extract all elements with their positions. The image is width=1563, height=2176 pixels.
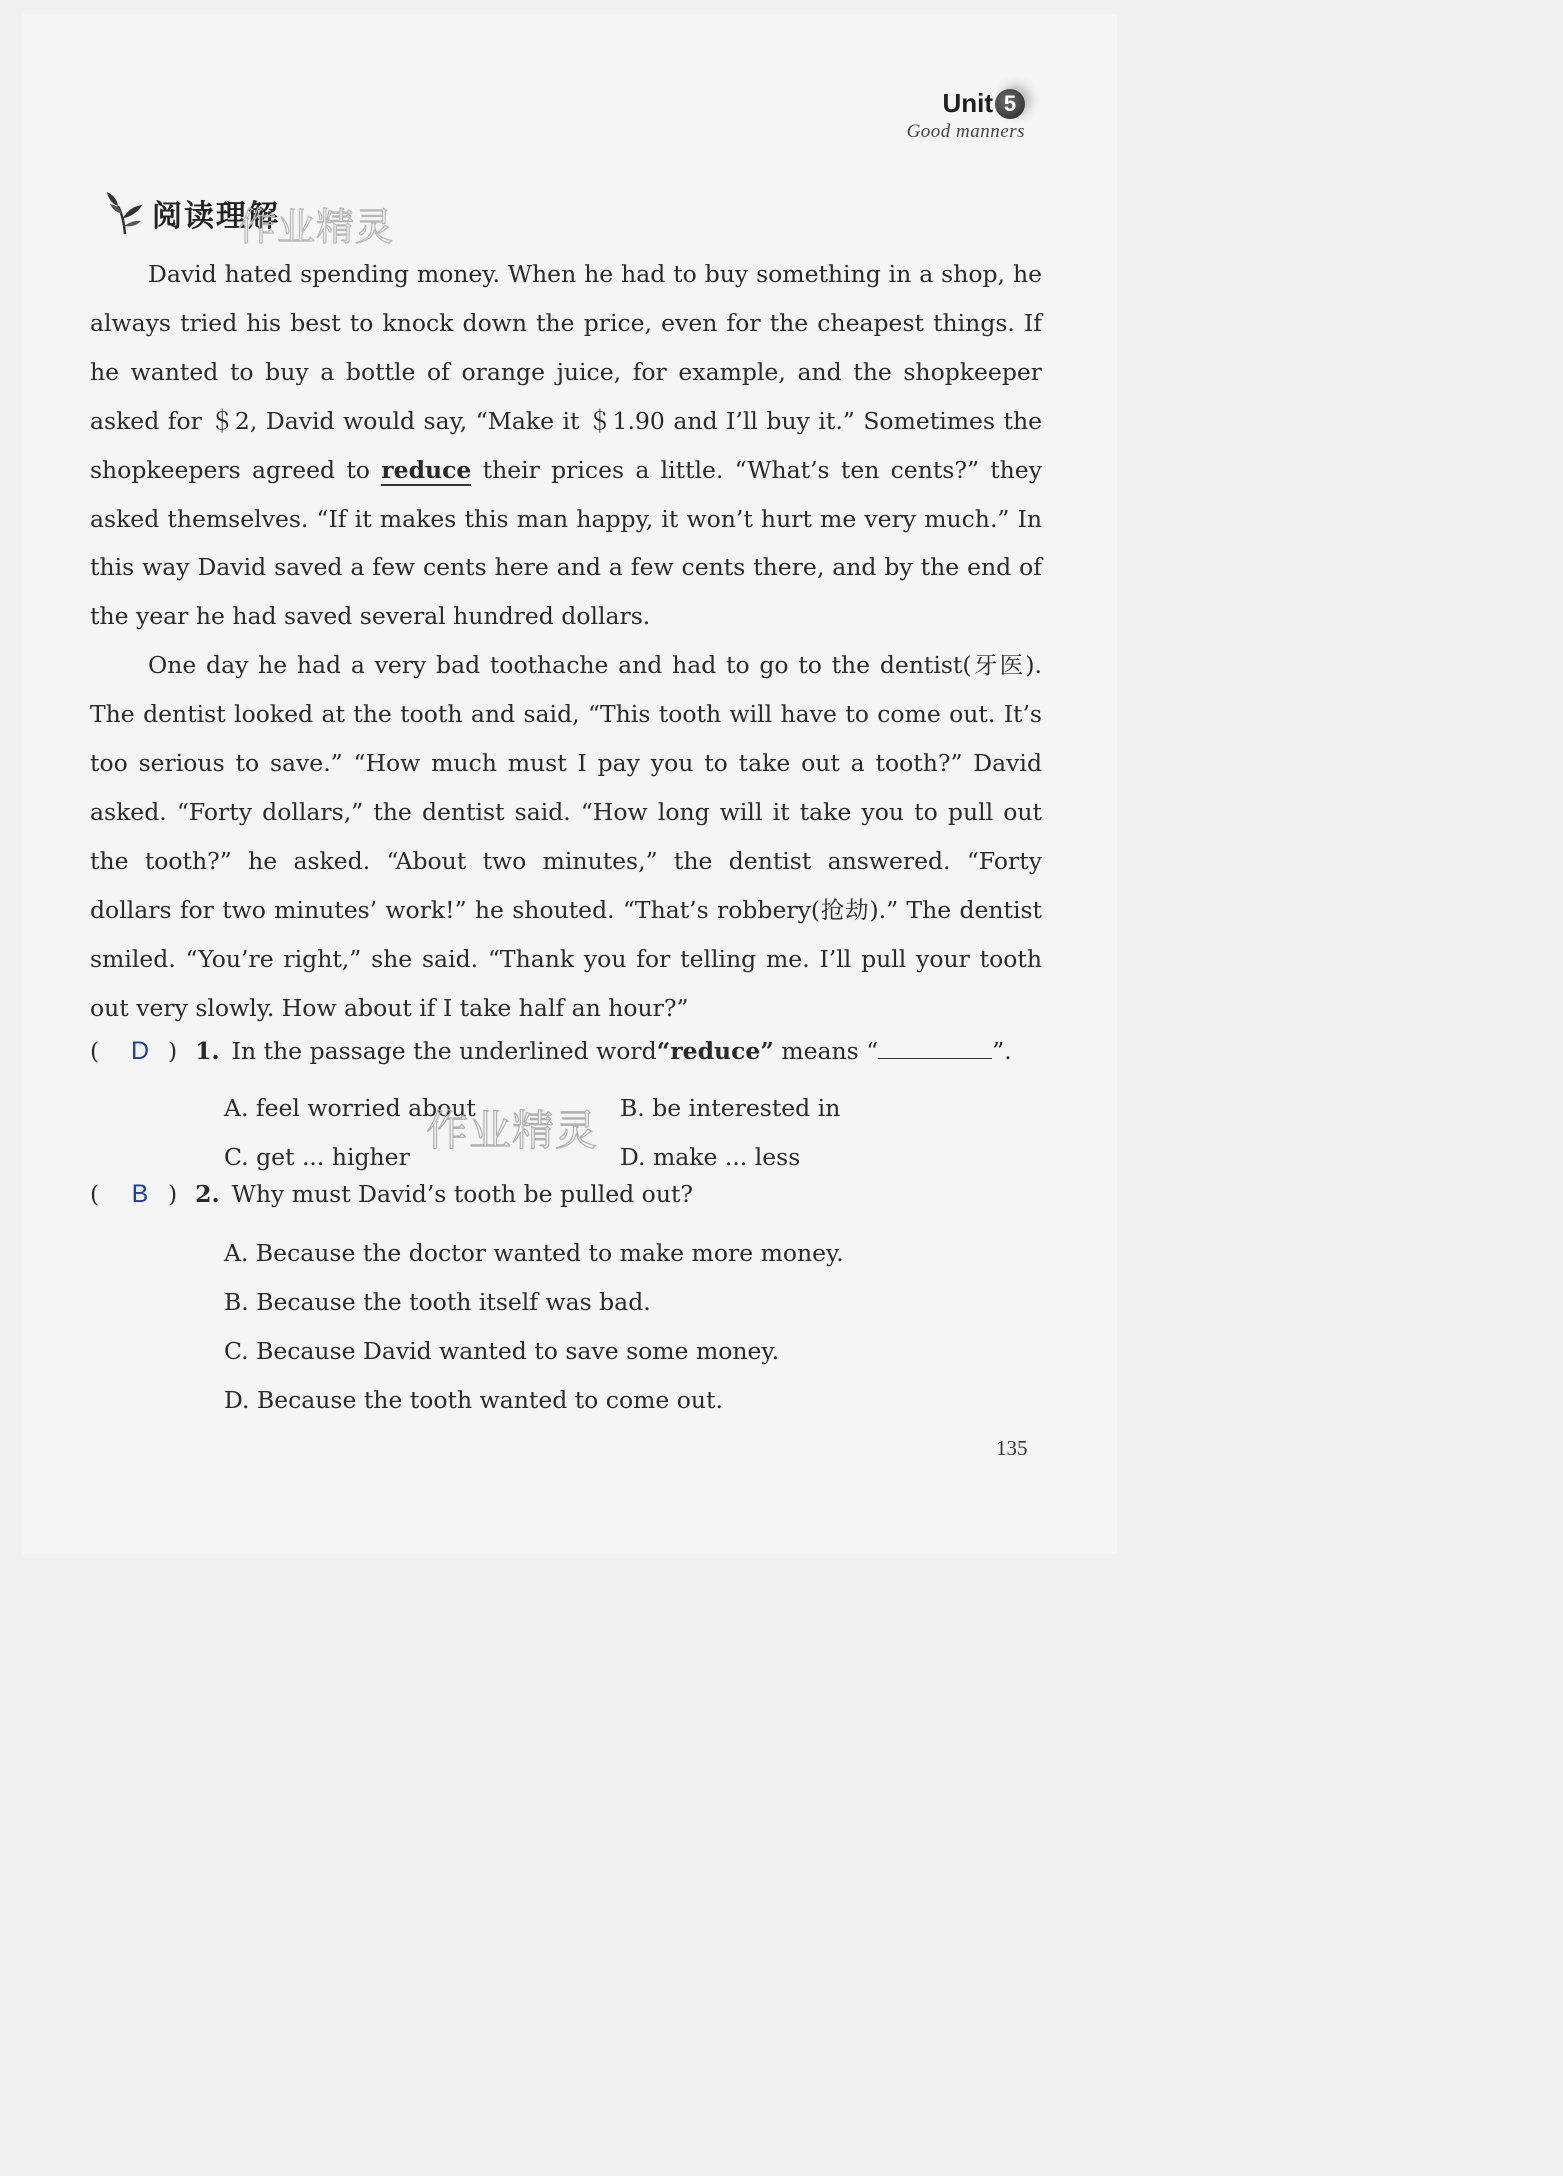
options-row (224, 1133, 1050, 1182)
unit-title (942, 88, 1025, 119)
question-text-end: ”. (992, 1037, 1012, 1065)
watermark-middle: 作业精灵 (426, 1106, 599, 1155)
plant-icon (104, 190, 146, 236)
option-a: A. Because the doctor wanted to make more money. (224, 1238, 844, 1267)
option-c: C. Because David wanted to save some money. (224, 1336, 780, 1365)
paren-close: ) (168, 1180, 178, 1208)
option-d: D. Because the tooth wanted to come out. (224, 1385, 723, 1414)
unit-subtitle: Good manners (906, 121, 1025, 142)
watermark-top: 作业精灵 (238, 205, 395, 249)
passage-paragraph-1 (90, 250, 1042, 641)
paren-close: ) (168, 1037, 178, 1065)
option-c: C. get ... higher (224, 1142, 410, 1171)
paren-open: ( (90, 1180, 100, 1208)
passage-paragraph-2: One day he had a very bad toothache and had to go to the dentist(牙医). The dentist looked at the tooth and said, “This tooth will have to come out. It’s too serious to save.” “How much must I pay you to take out a tooth?” David asked. “Forty dollars,” the dentist said. “How long will it take you to pull out the tooth?” he asked. “About two minutes,” the dentist answered. “Forty dollars for two minutes’ work!” he shouted. “That’s robbery(抢劫).” The dentist smiled. “You’re right,” she said. “Thank you for telling me. I’ll pull your tooth out very slowly. How about if I take half an hour?” (90, 651, 1042, 1022)
option-b: B. be interested in (620, 1094, 841, 1123)
question-number: 1. (195, 1037, 220, 1065)
page-number: 135 (996, 1436, 1028, 1460)
option-a: A. feel worried about (224, 1094, 476, 1123)
options-row (224, 1084, 1050, 1133)
answer-mark: B (131, 1180, 149, 1208)
underlined-word: reduce (381, 455, 472, 484)
unit-number-badge: 5 (995, 89, 1025, 119)
answer-blank (878, 1036, 992, 1059)
option-d: D. make ... less (620, 1142, 801, 1171)
option-b: B. Because the tooth itself was bad. (224, 1287, 651, 1316)
section-title: 阅读理解 (152, 199, 280, 234)
question-text: Why must David’s tooth be pulled out? (231, 1180, 693, 1208)
question-2 (90, 1180, 1050, 1424)
paragraph-1-text-a: David hated spending money. When he had to buy something in a shop, he always tried his best to knock down the price, even for the cheapest things. If he wanted to buy a bottle of orange juice, for example, and the shopkeeper asked for ＄2, David would say, “Make it ＄1.90 and I’ll buy it.” Sometimes the shopkeepers agreed to (90, 260, 1042, 484)
paragraph-1-text-b: their prices a little. “What’s ten cents?” they asked themselves. “If it makes this man happy, it won’t hurt me very much.” In this way David saved a few cents here and a few cents there, and by the end of the year he had saved several hundred dollars. (90, 455, 1042, 631)
options-list (224, 1228, 1050, 1424)
reading-passage (90, 250, 1042, 1033)
options-list (224, 1084, 1050, 1181)
paren-open: ( (90, 1037, 100, 1065)
answer-mark: D (130, 1037, 150, 1065)
question-text-a: In the passage the underlined word (231, 1037, 657, 1065)
question-number: 2. (195, 1180, 220, 1208)
unit-header (907, 88, 1025, 143)
unit-label: Unit (942, 88, 993, 118)
question-text-b: means “ (773, 1037, 879, 1065)
question-keyword: “reduce” (656, 1037, 774, 1065)
